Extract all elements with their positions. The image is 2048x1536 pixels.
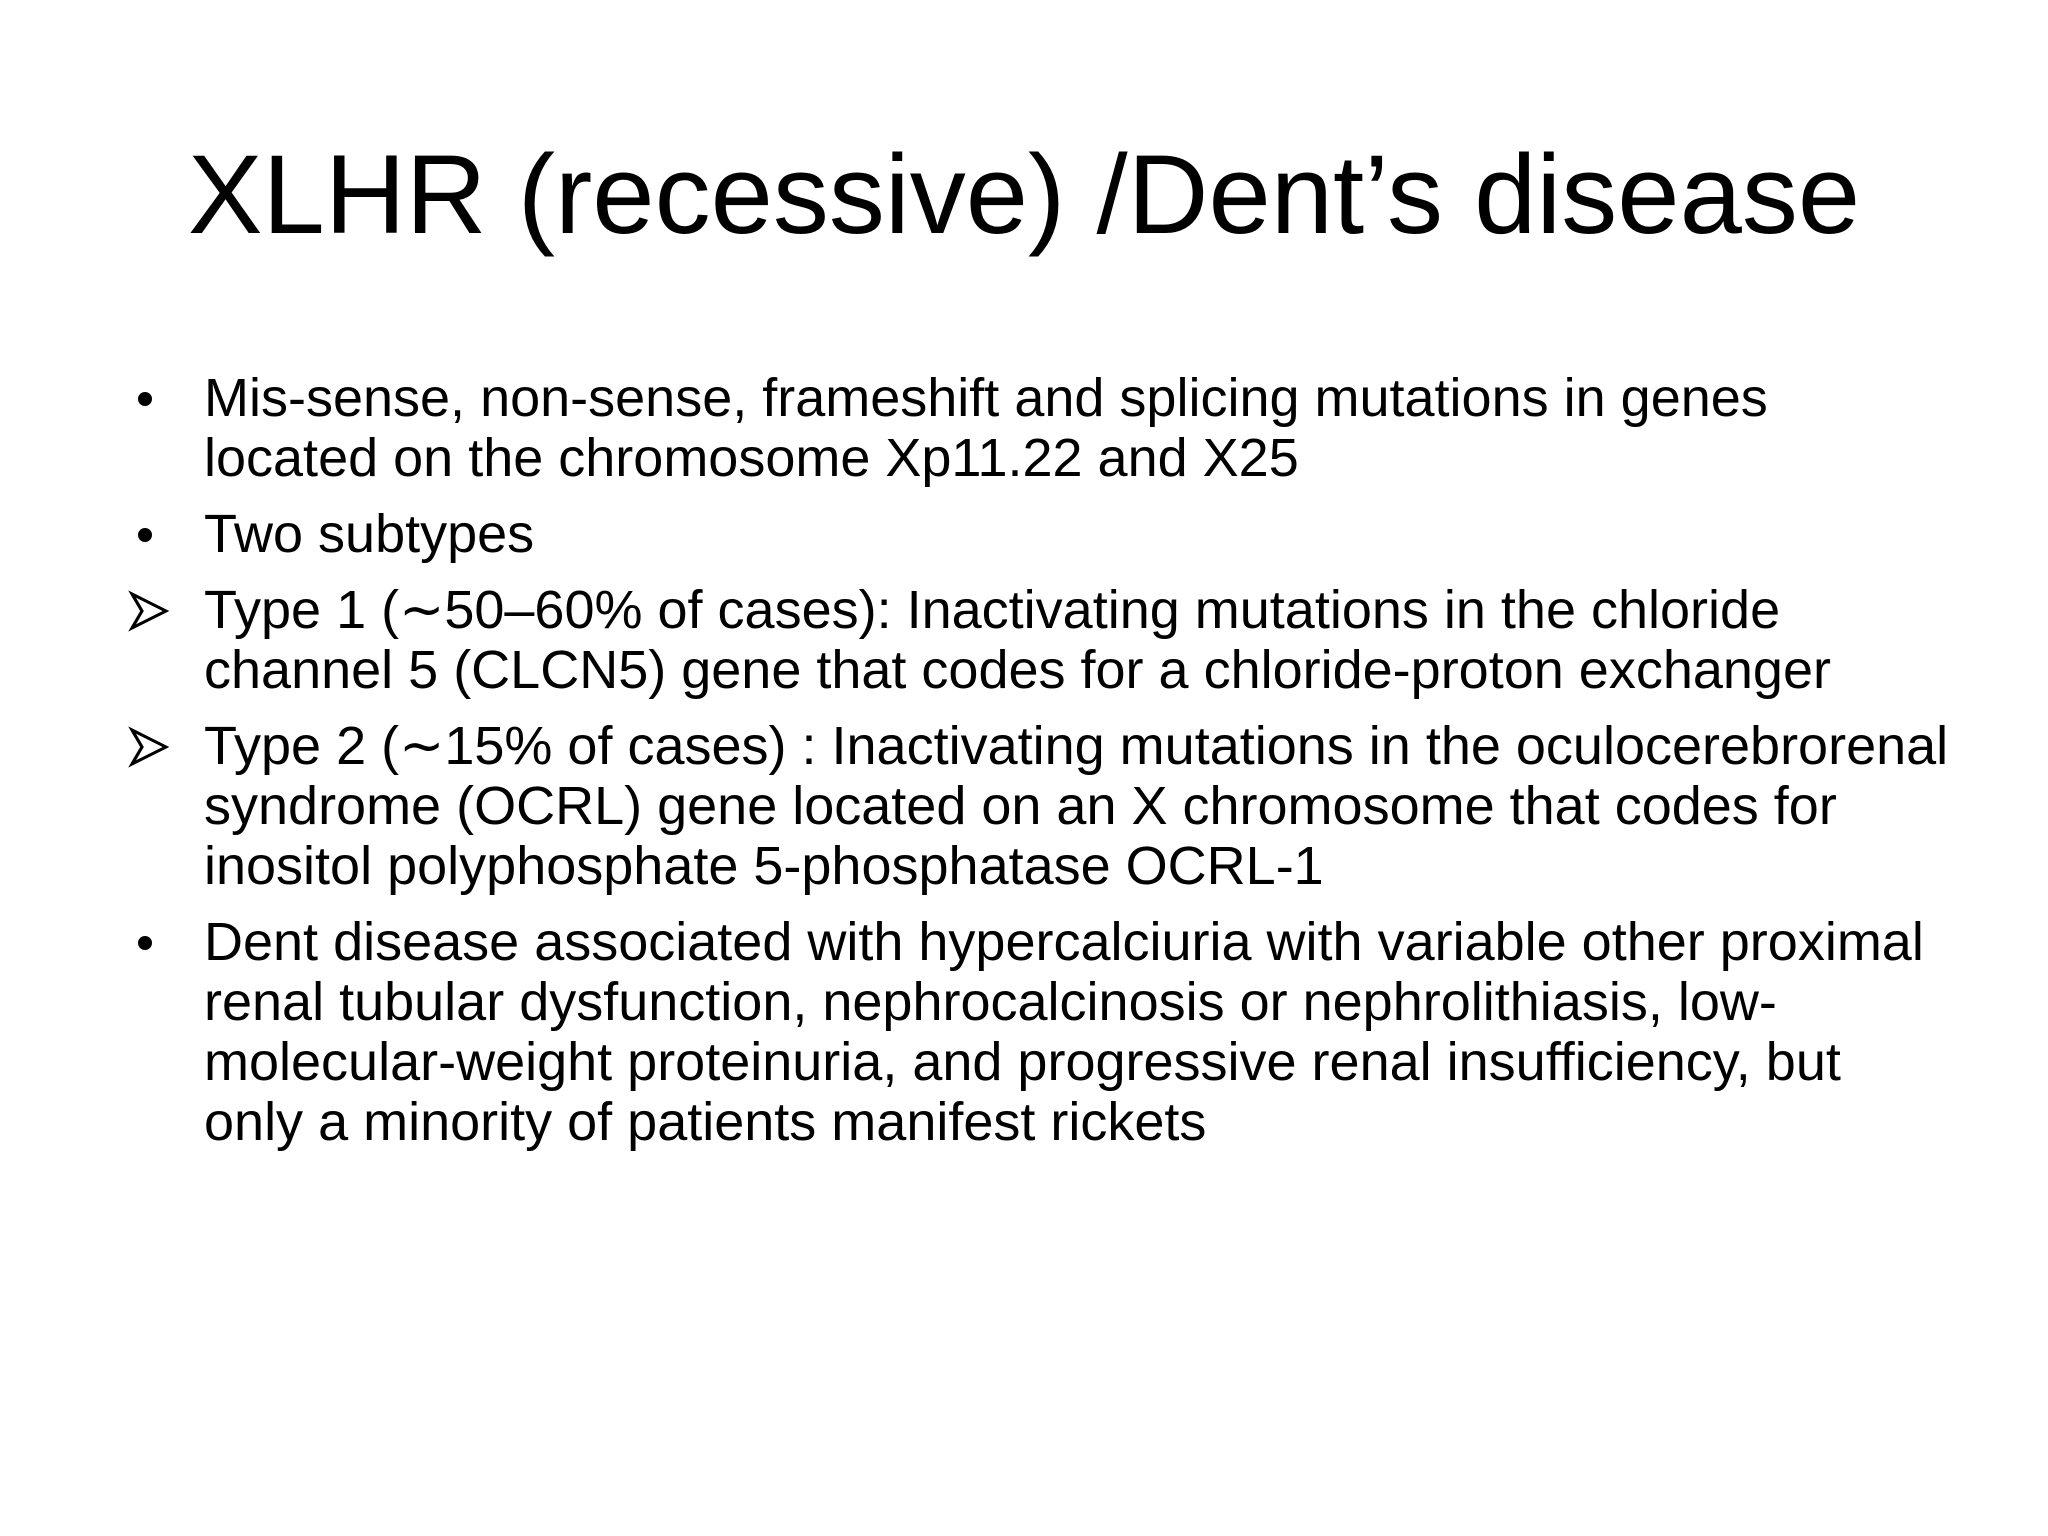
bullet-text: Type 1 (∼50–60% of cases): Inactivating mutations in the chloride channel 5 (CLCN5) gene that codes for a chloride-proton exchanger (204, 580, 1831, 700)
bullet-item (120, 716, 1950, 896)
bullet-item (120, 504, 1950, 564)
bullet-text: Two subtypes (204, 504, 535, 564)
bullet-list (120, 368, 1950, 1168)
bullet-text: Dent disease associated with hypercalciuria with variable other proximal renal tubular dysfunction, nephrocalcinosis or nephrolithiasis, low-molecular-weight proteinuria, and progressive renal insufficiency, but only a minority of patients manifest rickets (204, 912, 1924, 1152)
bullet-item (120, 368, 1950, 488)
arrow-bullet-icon (128, 716, 188, 776)
bullet-dot-icon (128, 368, 188, 428)
bullet-item (120, 912, 1950, 1152)
bullet-dot-icon (128, 504, 188, 564)
bullet-dot-icon (128, 912, 188, 972)
slide-title: XLHR (recessive) /Dent’s disease (187, 132, 1861, 257)
bullet-item (120, 580, 1950, 700)
bullet-text: Mis-sense, non-sense, frameshift and splicing mutations in genes located on the chromosome Xp11.22 and X25 (204, 368, 1768, 488)
bullet-text: Type 2 (∼15% of cases) : Inactivating mutations in the oculocerebrorenal syndrome (OCRL) gene located on an X chromosome that codes for inositol polyphosphate 5-phosphatase OCRL-1 (204, 716, 1949, 896)
arrow-bullet-icon (128, 580, 188, 640)
